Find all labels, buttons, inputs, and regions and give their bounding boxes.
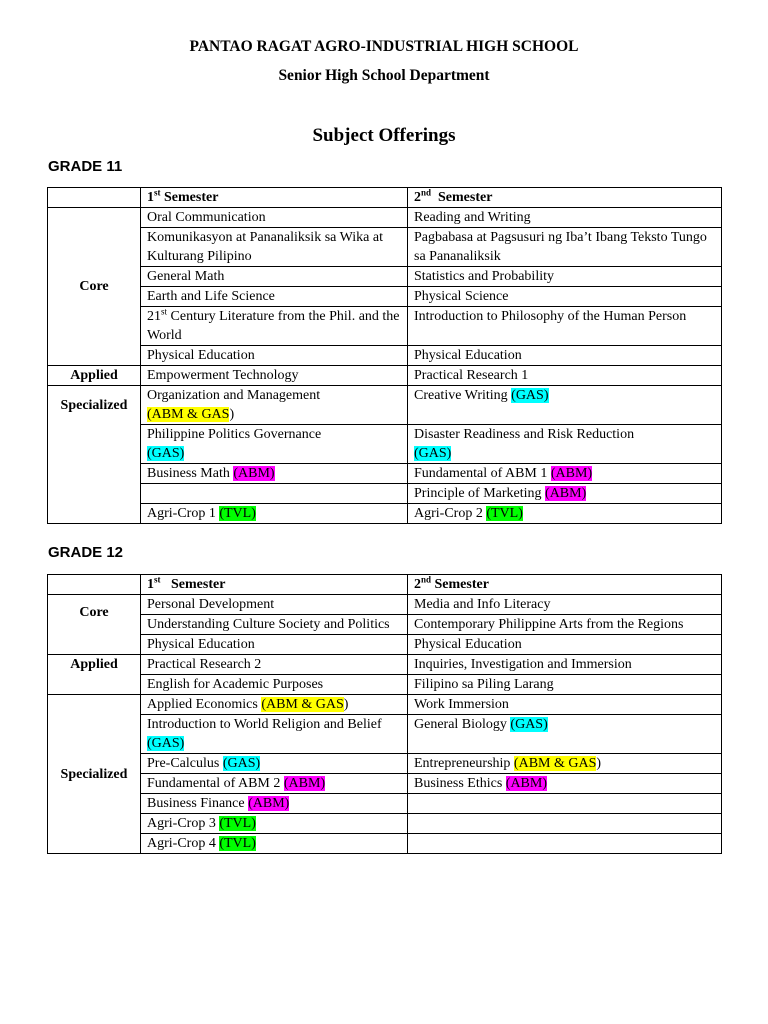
grade-11-heading: GRADE 11 — [48, 158, 123, 175]
subject-cell: Agri-Crop 4 (TVL) — [141, 834, 408, 854]
subject-cell: English for Academic Purposes — [141, 675, 408, 695]
category-applied: Applied — [48, 655, 141, 695]
subject-cell: Pre-Calculus (GAS) — [141, 754, 408, 774]
subject-cell: Work Immersion — [408, 695, 722, 715]
table-row — [48, 366, 722, 386]
table-row — [48, 635, 722, 655]
subject-cell: Philippine Politics Governance (GAS) — [141, 425, 408, 464]
subject-cell: Physical Science — [408, 287, 722, 307]
grade-12-heading: GRADE 12 — [48, 544, 124, 561]
page-title: Subject Offerings — [312, 125, 456, 146]
table-row — [48, 464, 722, 484]
subject-cell: Earth and Life Science — [141, 287, 408, 307]
subject-cell: Practical Research 1 — [408, 366, 722, 386]
strand-tag-gas: (GAS) — [510, 717, 548, 732]
subject-cell: General Math — [141, 267, 408, 287]
subject-cell: Applied Economics (ABM & GAS) — [141, 695, 408, 715]
strand-tag-gas: (GAS) — [511, 388, 549, 403]
strand-tag-gas: (GAS) — [147, 446, 185, 461]
table-row — [48, 504, 722, 524]
table-row — [48, 655, 722, 675]
table-row — [48, 595, 722, 615]
grade-12-table — [47, 574, 722, 854]
subject-cell: Oral Communication — [141, 208, 408, 228]
subject-cell — [141, 484, 408, 504]
table-row — [48, 307, 722, 346]
subject-cell: Filipino sa Piling Larang — [408, 675, 722, 695]
subject-cell: Reading and Writing — [408, 208, 722, 228]
subject-cell: Business Ethics (ABM) — [408, 774, 722, 794]
subject-cell: Physical Education — [408, 346, 722, 366]
strand-tag-gas: (GAS) — [222, 756, 261, 771]
subject-cell: Komunikasyon at Pananaliksik sa Wika at Kulturang Pilipino — [141, 228, 408, 267]
subject-cell: Creative Writing (GAS) — [408, 386, 722, 425]
strand-tag-gas: (GAS) — [147, 736, 185, 751]
category-specialized: Specialized — [48, 695, 141, 854]
school-name: PANTAO RAGAT AGRO-INDUSTRIAL HIGH SCHOOL — [189, 38, 579, 55]
table-row — [48, 615, 722, 635]
subject-cell: Physical Education — [141, 346, 408, 366]
subject-cell: Entrepreneurship (ABM & GAS) — [408, 754, 722, 774]
table-row — [48, 484, 722, 504]
semester-1-header: 1st Semester — [141, 575, 408, 595]
subject-cell: Introduction to Philosophy of the Human Person — [408, 307, 722, 346]
strand-tag-tvl: (TVL) — [219, 836, 256, 851]
subject-cell: Principle of Marketing (ABM) — [408, 484, 722, 504]
department-name: Senior High School Department — [278, 67, 490, 84]
table-row — [48, 834, 722, 854]
subject-cell — [408, 794, 722, 814]
subject-cell: Business Math (ABM) — [141, 464, 408, 484]
subject-cell: Physical Education — [408, 635, 722, 655]
table-row — [48, 228, 722, 267]
table-header-row — [48, 188, 722, 208]
strand-tag-tvl: (TVL) — [219, 816, 256, 831]
semester-2-header: 2nd Semester — [408, 188, 722, 208]
subject-cell: Inquiries, Investigation and Immersion — [408, 655, 722, 675]
semester-2-header: 2nd Semester — [408, 575, 722, 595]
table-row — [48, 425, 722, 464]
subject-cell — [408, 814, 722, 834]
strand-tag-tvl: (TVL) — [486, 506, 523, 521]
strand-tag-abm: (ABM) — [545, 486, 587, 501]
category-core: Core — [48, 208, 141, 366]
table-row — [48, 346, 722, 366]
semester-1-header: 1st Semester — [141, 188, 408, 208]
strand-tag-tvl: (TVL) — [219, 506, 256, 521]
subject-cell: Organization and Management (ABM & GAS) — [141, 386, 408, 425]
subject-cell: Media and Info Literacy — [408, 595, 722, 615]
table-row — [48, 208, 722, 228]
subject-cell: Personal Development — [141, 595, 408, 615]
table-row — [48, 267, 722, 287]
category-applied: Applied — [48, 366, 141, 386]
strand-tag-abm: (ABM) — [233, 466, 275, 481]
table-row — [48, 715, 722, 754]
subject-cell: Physical Education — [141, 635, 408, 655]
table-row — [48, 814, 722, 834]
category-specialized: Specialized — [48, 386, 141, 524]
table-row — [48, 386, 722, 425]
subject-cell: General Biology (GAS) — [408, 715, 722, 754]
strand-tag-abm: (ABM) — [248, 796, 290, 811]
subject-cell: Agri-Crop 3 (TVL) — [141, 814, 408, 834]
subject-cell: Agri-Crop 1 (TVL) — [141, 504, 408, 524]
category-core: Core — [48, 595, 141, 655]
strand-tag-abm: (ABM) — [283, 776, 326, 791]
table-row — [48, 774, 722, 794]
subject-cell: Contemporary Philippine Arts from the Regions — [408, 615, 722, 635]
subject-cell: Fundamental of ABM 1 (ABM) — [408, 464, 722, 484]
subject-cell: Agri-Crop 2 (TVL) — [408, 504, 722, 524]
table-row — [48, 754, 722, 774]
table-header-row — [48, 575, 722, 595]
subject-cell: Understanding Culture Society and Politics — [141, 615, 408, 635]
subject-cell: Practical Research 2 — [141, 655, 408, 675]
strand-tag-abm: (ABM) — [550, 466, 593, 481]
table-row — [48, 794, 722, 814]
subject-cell — [408, 834, 722, 854]
grade-11-table — [47, 187, 722, 524]
subject-cell: Statistics and Probability — [408, 267, 722, 287]
table-row — [48, 287, 722, 307]
strand-tag-gas: (GAS) — [414, 446, 452, 461]
subject-cell: 21st Century Literature from the Phil. and the World — [141, 307, 408, 346]
table-row — [48, 675, 722, 695]
subject-cell: Introduction to World Religion and Belief (GAS) — [141, 715, 408, 754]
subject-cell: Fundamental of ABM 2 (ABM) — [141, 774, 408, 794]
strand-tag-abm-gas: (ABM & GAS — [261, 697, 344, 712]
strand-tag-abm-gas: (ABM & GAS — [513, 756, 597, 771]
subject-cell: Pagbabasa at Pagsusuri ng Iba’t Ibang Teksto Tungo sa Pananaliksik — [408, 228, 722, 267]
table-row — [48, 695, 722, 715]
subject-cell: Disaster Readiness and Risk Reduction (GAS) — [408, 425, 722, 464]
subject-cell: Empowerment Technology — [141, 366, 408, 386]
strand-tag-abm: (ABM) — [505, 776, 548, 791]
strand-tag-abm-gas: (ABM & GAS — [147, 407, 230, 422]
subject-cell: Business Finance (ABM) — [141, 794, 408, 814]
